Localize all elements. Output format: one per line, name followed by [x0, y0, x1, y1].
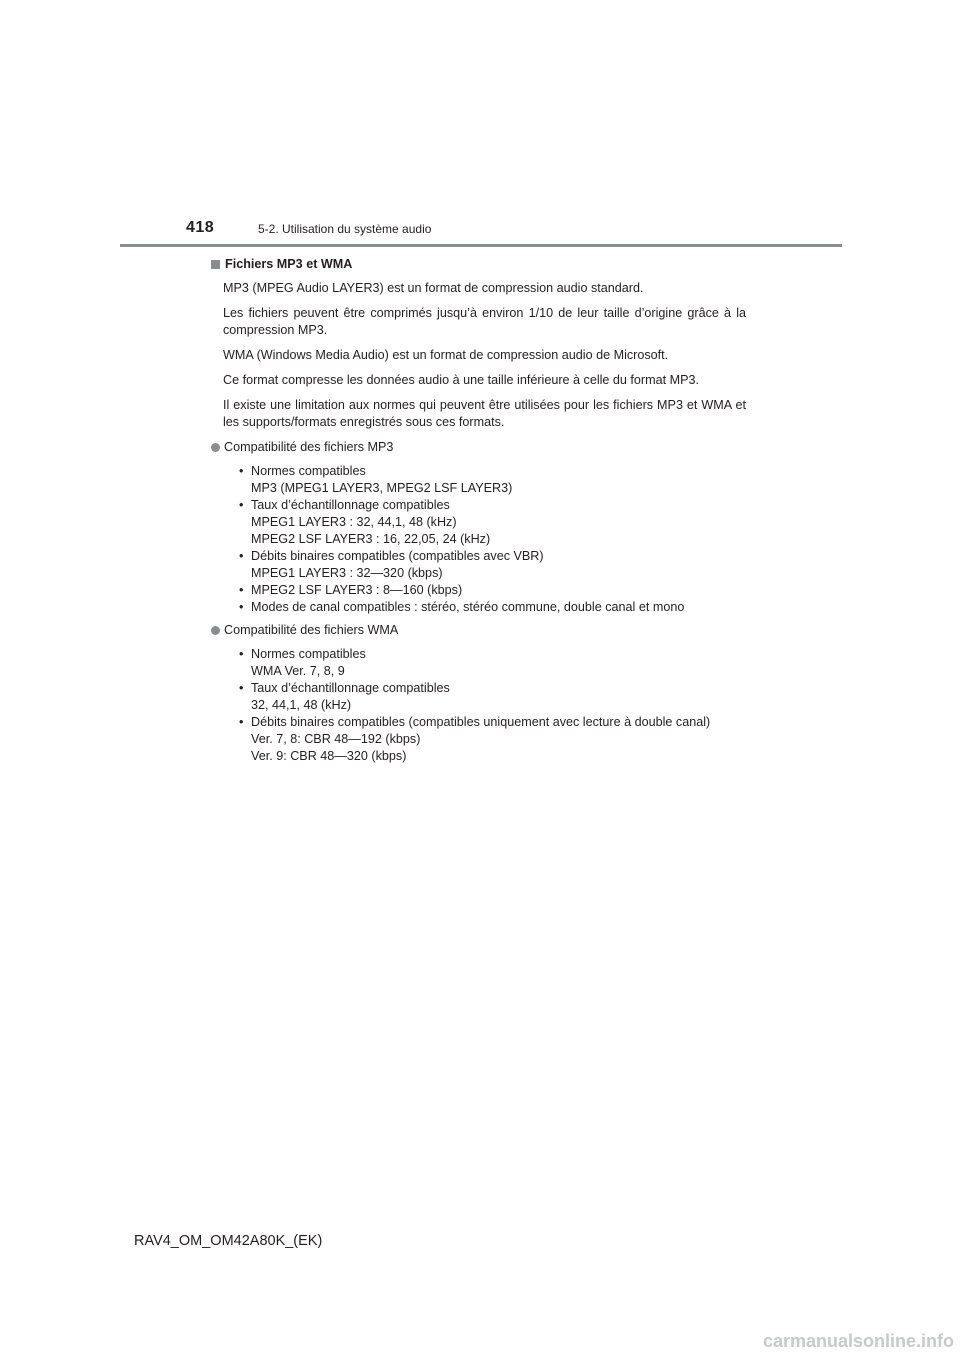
list-item: [211, 680, 746, 714]
paragraph: WMA (Windows Media Audio) est un format de compression audio de Microsoft.: [223, 348, 669, 362]
header-divider: [120, 244, 842, 247]
mp3-compat-heading: [211, 439, 746, 456]
list-line: MPEG2 LSF LAYER3 : 8—160 (kbps): [251, 583, 463, 597]
list-line: MPEG2 LSF LAYER3 : 16, 22,05, 24 (kHz): [251, 532, 491, 546]
section-heading: [211, 256, 746, 273]
list-line: MP3 (MPEG1 LAYER3, MPEG2 LSF LAYER3): [251, 481, 513, 495]
circle-bullet-icon: [211, 626, 220, 635]
wma-compat-heading: [211, 622, 746, 639]
list-line: Débits binaires compatibles (compatibles avec VBR): [251, 549, 544, 563]
list-line: 32, 44,1, 48 (kHz): [251, 698, 352, 712]
list-item: [211, 714, 746, 765]
bullet-dot: •: [239, 498, 244, 512]
watermark: carmanualsonline.info: [762, 1331, 954, 1351]
list-line: Normes compatibles: [251, 464, 366, 478]
square-bullet-icon: [211, 260, 220, 269]
mp3-compat-title: Compatibilité des fichiers MP3: [224, 440, 394, 454]
page-number: 418: [186, 219, 215, 236]
paragraph: MP3 (MPEG Audio LAYER3) est un format de compression audio standard.: [223, 281, 644, 295]
list-item: [211, 599, 746, 616]
paragraph: Les fichiers peuvent être comprimés jusqu’à environ 1/10 de leur taille d’origine grâce à la compression MP3.: [223, 306, 746, 337]
paragraph: Ce format compresse les données audio à une taille inférieure à celle du format MP3.: [223, 373, 700, 387]
bullet-dot: •: [239, 583, 244, 597]
mp3-compat-list: [211, 463, 746, 616]
list-line: Modes de canal compatibles : stéréo, stéréo commune, double canal et mono: [251, 600, 685, 614]
wma-compat-list: [211, 646, 746, 765]
list-item: [211, 582, 746, 599]
list-item: [211, 497, 746, 548]
bullet-dot: •: [239, 464, 244, 478]
bullet-dot: •: [239, 647, 244, 661]
section-heading-text: Fichiers MP3 et WMA: [225, 257, 353, 271]
list-line: Ver. 9: CBR 48—320 (kbps): [251, 749, 407, 763]
main-content: [211, 256, 746, 771]
wma-compat-title: Compatibilité des fichiers WMA: [224, 623, 399, 637]
paragraph: Il existe une limitation aux normes qui peuvent être utilisées pour les fichiers MP3 et WMA et les supports/formats enregistrés sous ces formats.: [223, 398, 746, 429]
intro-paragraphs: [223, 280, 746, 431]
page-header: [0, 0, 960, 248]
section-title: 5-2. Utilisation du système audio: [258, 222, 432, 236]
list-line: Ver. 7, 8: CBR 48—192 (kbps): [251, 732, 421, 746]
list-line: MPEG1 LAYER3 : 32—320 (kbps): [251, 566, 443, 580]
list-line: MPEG1 LAYER3 : 32, 44,1, 48 (kHz): [251, 515, 457, 529]
document-code: RAV4_OM_OM42A80K_(EK): [134, 1233, 323, 1249]
list-item: [211, 646, 746, 680]
bullet-dot: •: [239, 549, 244, 563]
bullet-dot: •: [239, 681, 244, 695]
list-item: [211, 463, 746, 497]
list-line: Taux d’échantillonnage compatibles: [251, 498, 450, 512]
circle-bullet-icon: [211, 443, 220, 452]
list-line: Débits binaires compatibles (compatibles uniquement avec lecture à double canal): [251, 715, 711, 729]
list-line: Taux d’échantillonnage compatibles: [251, 681, 450, 695]
list-line: WMA Ver. 7, 8, 9: [251, 664, 345, 678]
bullet-dot: •: [239, 715, 244, 729]
bullet-dot: •: [239, 600, 244, 614]
list-item: [211, 548, 746, 582]
list-line: Normes compatibles: [251, 647, 366, 661]
